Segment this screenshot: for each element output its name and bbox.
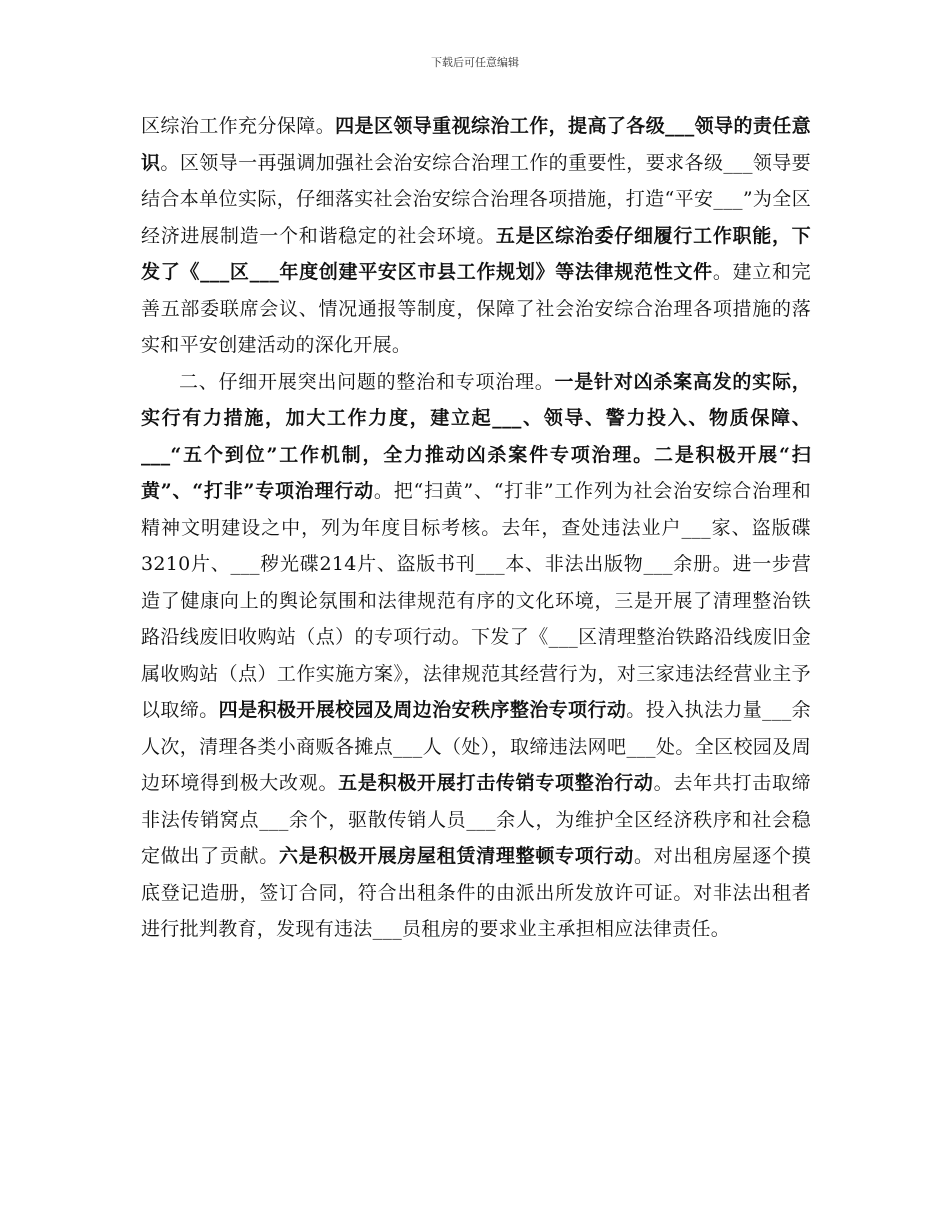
bold-text-segment: 五是区综治委仔细履行工作职能，下发了《___区___年度创建平安区市县工作规划》等法律规范性文件 — [141, 224, 811, 283]
bold-text-segment: 一是针对凶杀案高发的实际，实行有力措施，加大工作力度，建立起___、领导、警力投入、物质保障、___“五个到位”工作机制，全力推动凶杀案件专项治理。二是积极开展“扫黄”、“打非”专项治理行动 — [141, 370, 812, 502]
document-body — [141, 108, 811, 948]
text-segment: 。对出租房屋逐个摸底登记造册，签订合同，符合出租条件的由派出所发放许可证。对非法出租者进行批判教育，发现有违法___员租房的要求业主承担相应法律责任。 — [141, 845, 811, 940]
bold-text-segment: 四是积极开展校园及周边治安秩序整治专项行动 — [218, 699, 627, 721]
text-segment: 区综治工作充分保障。 — [141, 115, 336, 137]
bold-text-segment: 四是区领导重视综治工作，提高了各级___领导的责任意识 — [141, 115, 811, 174]
paragraph-1 — [141, 108, 811, 364]
text-segment: 。区领导一再强调加强社会治安综合治理工作的重要性，要求各级___领导要结合本单位实际，仔细落实社会治安综合治理各项措施，打造“平安___”为全区经济进展制造一个和谐稳定的社会环境。 — [141, 151, 811, 247]
text-segment: 。建立和完善五部委联席会议、情况通报等制度，保障了社会治安综合治理各项措施的落实和平安创建活动的深化开展。 — [141, 261, 811, 356]
text-segment: 。把“扫黄”、“打非”工作列为社会治安综合治理和精神文明建设之中，列为年度目标考核。去年，查处违法业户___家、盗版碟3210片、___秽光碟214片、盗版书刊___本、非法出版物___余册。进一步营造了健康向上的舆论氛围和法律规范有序的文化环境，三是开展了清理整治铁路沿线废旧收购站（点）的专项行动。下发了《___区清理整治铁路沿线废旧金属收购站（点）工作实施方案》，法律规范其经营行为，对三家违法经营业主予以取缔。 — [141, 480, 811, 721]
bold-text-segment: 六是积极开展房屋租赁清理整顿专项行动 — [279, 845, 634, 867]
paragraph-2 — [141, 364, 811, 948]
bold-text-segment: 五是积极开展打击传销专项整治行动 — [338, 772, 654, 794]
text-segment: 。投入执法力量___余人次，清理各类小商贩各摊点___人（处），取缔违法网吧___处。全区校园及周边环境得到极大改观。 — [141, 699, 811, 794]
text-segment: 。去年共打击取缔非法传销窝点___余个，驱散传销人员___余人，为维护全区经济秩序和社会稳定做出了贡献。 — [141, 772, 811, 867]
text-segment: 二、仔细开展突出问题的整治和专项治理。 — [179, 370, 555, 393]
page-header-note: 下载后可任意编辑 — [431, 56, 519, 69]
